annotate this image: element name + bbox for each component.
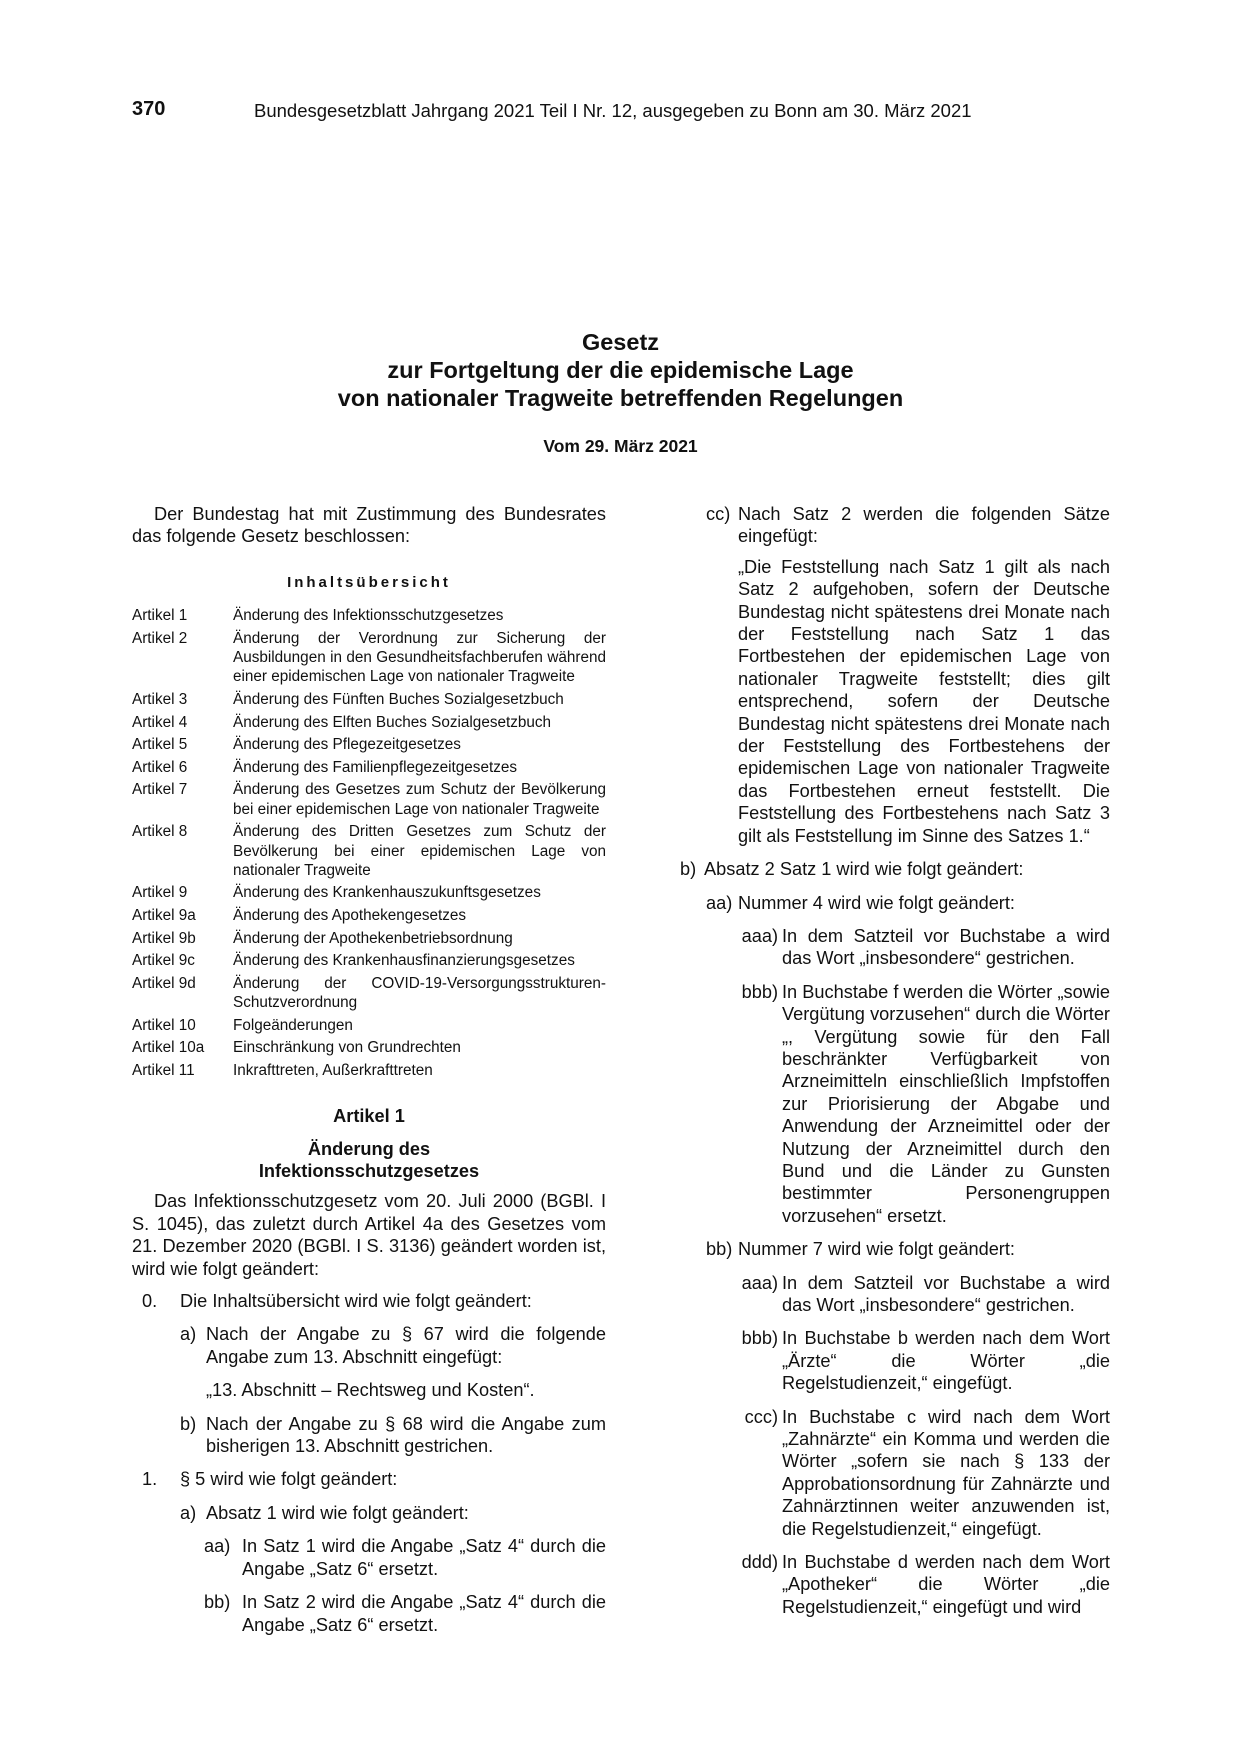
toc-row <box>132 758 606 777</box>
article-1-intro-paragraph: Das Infektionsschutzgesetz vom 20. Juli 2000 (BGBl. I S. 1045), das zuletzt durch Artikel 4a des Gesetzes vom 21. Dezember 2020 (BGBl. I S. 3136) geändert worden ist, wird wie folgt geändert: <box>132 1191 606 1279</box>
toc-row <box>132 780 606 819</box>
article-1-title-line-1: Änderung des <box>307 1138 431 1159</box>
toc-row <box>132 735 606 754</box>
list-item-text: In dem Satzteil vor Buchstabe a wird das Wort „insbesondere“ gestrichen. <box>782 925 1110 969</box>
list-item <box>738 981 1110 1227</box>
list-item-text: In Buchstabe b werden nach dem Wort „Ärzte“ die Wörter „die Regelstudienzeit,“ eingefügt. <box>782 1328 1110 1394</box>
article-1-title-line-2: Infektionsschutzgesetzes <box>258 1161 480 1182</box>
toc-article-title: Änderung des Infektionsschutzgesetzes <box>233 607 504 625</box>
list-item <box>680 858 1110 880</box>
list-item <box>142 1468 606 1490</box>
toc-article-number: Artikel 6 <box>132 758 188 776</box>
list-item <box>204 1591 606 1636</box>
list-item-text: In Satz 1 wird die Angabe „Satz 4“ durch die Angabe „Satz 6“ ersetzt. <box>242 1536 606 1579</box>
toc-article-title: Änderung des Krankenhausfinanzierungsgesetzes <box>233 952 575 970</box>
list-item-text: Nach der Angabe zu § 67 wird die folgende Angabe zum 13. Abschnitt eingefügt: <box>206 1324 606 1367</box>
toc-article-number: Artikel 2 <box>132 629 188 647</box>
toc-article-number: Artikel 9b <box>132 929 196 947</box>
toc-article-title: Änderung des Elften Buches Sozialgesetzbuch <box>233 713 552 731</box>
list-item-text: In Buchstabe f werden die Wörter „sowie Vergütung vorzusehen“ durch die Wörter „, Vergütung sowie für den Fall beschränkter Verfügbarkeit von Arzneimitteln einschließlich Impfstoffen zur Priorisierung der Abgabe und Anwendung der Arzneimittel oder der Nutzung der Arzneimittel durch den Bund und die Länder zu Gunsten bestimmter Personengruppen vorzusehen“ ersetzt. <box>782 981 1110 1226</box>
list-item-text: In Satz 2 wird die Angabe „Satz 4“ durch die Angabe „Satz 6“ ersetzt. <box>242 1592 606 1635</box>
toc-article-title: Einschränkung von Grundrechten <box>233 1039 461 1057</box>
toc-row <box>132 906 606 925</box>
toc-row <box>132 1061 606 1080</box>
toc-article-title: Änderung der Apothekenbetriebsordnung <box>233 929 513 947</box>
toc-row <box>132 883 606 902</box>
list-item <box>738 1272 1110 1317</box>
list-item-text: In Buchstabe c wird nach dem Wort „Zahnärzte“ ein Komma und werden die Wörter „sofern sie nach § 133 der Approbationsordnung für Zahnärzte und Zahnärztinnen weiter anzuwenden ist, die Regelstudienzeit,“ eingefügt. <box>782 1406 1110 1539</box>
toc-article-title: Änderung der COVID-19-Versorgungsstrukturen-Schutzverordnung <box>233 974 606 1012</box>
list-item-label: bbb) <box>741 1328 778 1349</box>
running-title: Bundesgesetzblatt Jahrgang 2021 Teil I Nr. 12, ausgegeben zu Bonn am 30. März 2021 <box>254 100 972 121</box>
list-item <box>180 1502 606 1524</box>
list-item <box>706 892 1110 914</box>
page-header <box>132 98 1132 128</box>
law-title <box>0 328 1241 412</box>
law-title-line-3: von nationaler Tragweite betreffenden Regelungen <box>337 385 904 411</box>
list-item <box>204 1535 606 1580</box>
list-item-label: 0. <box>142 1291 158 1312</box>
toc-row <box>132 713 606 732</box>
toc-heading: Inhaltsübersicht <box>287 573 451 591</box>
toc-article-number: Artikel 4 <box>132 713 188 731</box>
list-item <box>180 1413 606 1458</box>
toc-row <box>132 1016 606 1035</box>
list-item-text: Nach Satz 2 werden die folgenden Sätze eingefügt: <box>738 504 1110 547</box>
list-item <box>142 1290 606 1312</box>
list-item-label: a) <box>180 1324 197 1345</box>
toc-article-number: Artikel 5 <box>132 736 188 754</box>
toc-article-number: Artikel 3 <box>132 691 188 708</box>
article-1-heading: Artikel 1 <box>333 1106 405 1127</box>
toc-article-number: Artikel 9a <box>132 907 196 925</box>
list-item-text: Nummer 7 wird wie folgt geändert: <box>738 1239 1015 1260</box>
toc-article-number: Artikel 7 <box>132 781 188 799</box>
list-item-label: a) <box>180 1502 197 1523</box>
list-item <box>738 1327 1110 1394</box>
page-number: 370 <box>132 98 166 120</box>
list-item-label: bb) <box>204 1592 231 1613</box>
toc-article-number: Artikel 8 <box>132 823 188 841</box>
toc-row <box>132 606 606 625</box>
law-date: Vom 29. März 2021 <box>543 436 698 456</box>
inserted-quote: „Die Feststellung nach Satz 1 gilt als nach Satz 2 aufgehoben, sofern der Deutsche Bundestag nicht spätestens drei Monate nach der Feststellung nach Satz 1 das Fortbestehen der epidemischen Lage von nationaler Tragweite feststellt; dies gilt entsprechend, sofern der Deutsche Bundestag nicht spätestens drei Monate nach der Feststellung des Fortbestehens der epidemischen Lage von nationaler Tragweite das Fortbestehen erneut feststellt. Die Feststellung des Fortbestehens nach Satz 3 gilt als Feststellung im Sinne des Satzes 1.“ <box>738 556 1110 846</box>
list-item <box>180 1323 606 1368</box>
toc-article-title: Änderung des Dritten Gesetzes zum Schutz der Bevölkerung bei einer epidemischen Lage von nationaler Tragweite <box>233 823 606 879</box>
list-item-text: Absatz 1 wird wie folgt geändert: <box>206 1502 469 1523</box>
toc-article-number: Artikel 9d <box>132 974 196 992</box>
enactment-clause: Der Bundestag hat mit Zustimmung des Bundesrates das folgende Gesetz beschlossen: <box>132 504 606 547</box>
list-item-text: § 5 wird wie folgt geändert: <box>180 1469 398 1490</box>
toc-row <box>132 1038 606 1057</box>
list-item-label: ddd) <box>741 1552 778 1573</box>
toc-article-title: Inkrafttreten, Außerkrafttreten <box>233 1061 433 1079</box>
list-item-text: In dem Satzteil vor Buchstabe a wird das Wort „insbesondere“ gestrichen. <box>782 1272 1110 1315</box>
list-item-label: cc) <box>706 504 731 524</box>
toc-article-title: Folgeänderungen <box>233 1016 353 1034</box>
toc-article-number: Artikel 10a <box>132 1039 205 1057</box>
list-item-text: In Buchstabe d werden nach dem Wort „Apotheker“ die Wörter „die Regelstudienzeit,“ eingefügt und wird <box>782 1552 1110 1617</box>
list-item-text: Absatz 2 Satz 1 wird wie folgt geändert: <box>704 859 1024 880</box>
list-item <box>738 925 1110 970</box>
toc-article-title: Änderung der Verordnung zur Sicherung der Ausbildungen in den Gesundheitsfachberufen während einer epidemischen Lage von nationaler Tragweite <box>233 629 606 686</box>
list-item <box>738 1551 1110 1618</box>
list-item-label: 1. <box>142 1469 158 1490</box>
list-item-label: bbb) <box>741 981 778 1002</box>
list-item-text: Die Inhaltsübersicht wird wie folgt geändert: <box>180 1291 532 1312</box>
list-item-label: bb) <box>706 1239 733 1260</box>
list-item-text: Nummer 4 wird wie folgt geändert: <box>738 892 1015 913</box>
list-item-label: b) <box>680 859 697 880</box>
list-item-text: Nach der Angabe zu § 68 wird die Angabe zum bisherigen 13. Abschnitt gestrichen. <box>206 1413 606 1457</box>
toc-row <box>132 822 606 880</box>
inserted-quote: „13. Abschnitt – Rechtsweg und Kosten“. <box>206 1380 535 1401</box>
toc-article-number: Artikel 11 <box>132 1061 195 1079</box>
toc-row <box>132 951 606 970</box>
article-1-title <box>132 1138 606 1183</box>
list-item-label: aaa) <box>741 925 778 946</box>
list-item-label: aa) <box>706 892 733 913</box>
list-item <box>738 1406 1110 1540</box>
toc-row <box>132 690 606 709</box>
toc-article-title: Änderung des Pflegezeitgesetzes <box>233 736 461 754</box>
toc-article-number: Artikel 9c <box>132 952 195 970</box>
toc-article-number: Artikel 10 <box>132 1016 196 1034</box>
toc-row <box>132 974 606 1013</box>
toc-article-number: Artikel 1 <box>132 607 188 625</box>
right-column <box>660 503 1110 1629</box>
toc-row <box>132 929 606 948</box>
left-column <box>132 503 606 1647</box>
list-item-label: aaa) <box>741 1272 778 1293</box>
law-title-line-2: zur Fortgeltung der die epidemische Lage <box>387 357 854 383</box>
toc-article-title: Änderung des Familienpflegezeitgesetzes <box>233 758 518 776</box>
toc-article-title: Änderung des Apothekengesetzes <box>233 907 467 925</box>
list-item <box>706 1238 1110 1260</box>
list-item-label: ccc) <box>744 1406 778 1427</box>
toc-row <box>132 629 606 687</box>
list-item-label: aa) <box>204 1536 231 1557</box>
list-item <box>706 503 1110 548</box>
toc-article-title: Änderung des Gesetzes zum Schutz der Bevölkerung bei einer epidemischen Lage von nationaler Tragweite <box>233 781 606 818</box>
law-title-line-1: Gesetz <box>581 329 660 355</box>
toc-article-number: Artikel 9 <box>132 884 188 902</box>
toc-article-title: Änderung des Krankenhauszukunftsgesetzes <box>233 884 541 902</box>
table-of-contents <box>132 606 606 1080</box>
list-item-label: b) <box>180 1413 197 1434</box>
toc-article-title: Änderung des Fünften Buches Sozialgesetzbuch <box>233 691 564 708</box>
